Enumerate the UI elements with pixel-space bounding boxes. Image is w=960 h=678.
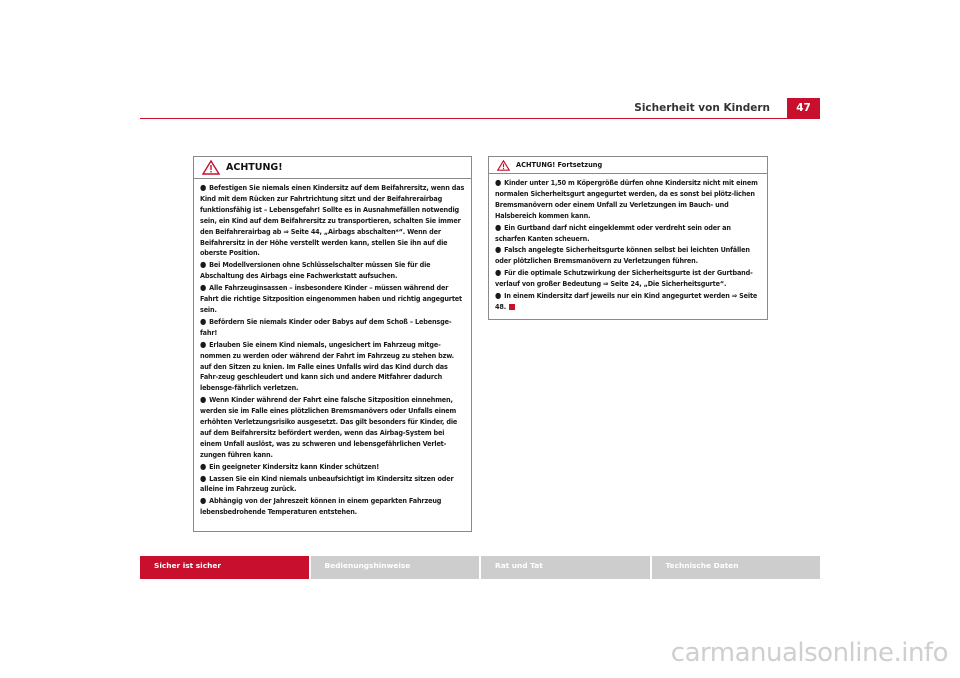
warning-box-header (194, 157, 471, 179)
tab-technische-daten[interactable]: Technische Daten (652, 556, 821, 579)
tab-sicher-ist-sicher[interactable]: Sicher ist sicher (140, 556, 309, 579)
tab-bedienungshinweise[interactable]: Bedienungshinweise (311, 556, 480, 579)
chapter-title: Sicherheit von Kindern (634, 102, 770, 114)
bullet-icon: ● (200, 316, 207, 326)
tab-rat-und-tat[interactable]: Rat und Tat (481, 556, 650, 579)
warning-item: ● Ein geeigneter Kindersitz kann Kinder schützen! (200, 461, 380, 471)
bullet-icon: ● (495, 291, 502, 301)
warning-item: ● In einem Kindersitz darf jeweils nur ein Kind angegurtet werden ⇒ Seite 48. (495, 291, 758, 311)
warning-list (194, 179, 471, 518)
bullet-icon: ● (495, 178, 502, 187)
bullet-icon: ● (200, 395, 207, 405)
warning-item: ● Befestigen Sie niemals einen Kindersitz auf dem Beifahrersitz, wenn das Kind mit dem Rücken zur Fahrtrichtung sitzt und der Beifahrerairbag funktionsfähig ist – Lebensgefahr! Sollte es in Ausnahmefällen notwendig sein, ein Kind auf dem Beifahrersitz zu transportieren, schalten Sie immer den Beifahrerairbag ab ⇒ Seite 44, „Airbags abschalten*“. Wenn der Beifahrersitz in der Höhe verstellt werden kann, stellen Sie ihn auf die oberste Position. (200, 183, 465, 258)
warning-item: ● Abhängig von der Jahreszeit können in einem geparkten Fahrzeug lebensbedrohende Temperaturen entstehen. (200, 496, 442, 517)
bullet-icon: ● (200, 183, 207, 192)
warning-item: ● Bei Modellversionen ohne Schlüsselschalter müssen Sie für die Abschaltung des Airbags eine Fachwerkstatt aufsuchen. (200, 260, 431, 281)
warning-continuation-box (488, 156, 768, 320)
warning-item: ● Ein Gurtband darf nicht eingeklemmt oder verdreht sein oder an scharfen Kanten scheuern. (495, 222, 731, 243)
bullet-icon: ● (200, 260, 207, 270)
header-divider (140, 118, 820, 119)
bullet-icon: ● (200, 283, 207, 293)
footer-nav (140, 556, 820, 579)
warning-item: ● Falsch angelegte Sicherheitsgurte können selbst bei leichten Unfällen oder plötzlichen Bremsmanövern zu Verletzungen führen. (495, 245, 750, 266)
bullet-icon: ● (200, 473, 207, 483)
bullet-icon: ● (495, 245, 502, 255)
warning-triangle-icon (202, 160, 220, 175)
warning-item: ● Für die optimale Schutzwirkung der Sicherheitsgurte ist der Gurtband-verlauf von großer Bedeutung ⇒ Seite 24, „Die Sicherheitsgurte“. (495, 268, 753, 289)
bullet-icon: ● (495, 222, 502, 232)
warning-item: ● Wenn Kinder während der Fahrt eine falsche Sitzposition einnehmen, werden sie im Falle eines plötzlichen Bremsmanövers oder Unfalls einem erhöhten Verletzungsrisiko ausgesetzt. Das gilt besonders für Kinder, die auf dem Beifahrersitz befördert werden, wenn das Airbag-System bei einem Unfall auslöst, was zu schweren und lebensgefährlichen Verlet-zungen führen kann. (200, 395, 458, 459)
bullet-icon: ● (495, 268, 502, 278)
warning-title: ACHTUNG! (226, 162, 283, 173)
bullet-icon: ● (200, 496, 207, 506)
warning-continuation-title: ACHTUNG! Fortsetzung (516, 161, 603, 169)
warning-continuation-header (489, 157, 767, 174)
warning-item: ● Alle Fahrzeuginsassen – insbesondere Kinder – müssen während der Fahrt die richtige Sitzposition eingenommen haben und richtig angegurtet sein. (200, 283, 462, 314)
warning-box (193, 156, 472, 532)
warning-triangle-icon (497, 160, 510, 171)
warning-item: ● Erlauben Sie einem Kind niemals, ungesichert im Fahrzeug mitge-nommen zu werden oder während der Fahrt im Fahrzeug zu stehen bzw. auf den Sitzen zu knien. Im Falle eines Unfalls wird das Kind durch das Fahr-zeug geschleudert und kann sich und andere Mitfahrer dadurch lebensge-fährlich verletzen. (200, 339, 454, 393)
warning-continuation-list (489, 174, 767, 313)
warning-item: ● Kinder unter 1,50 m Köpergröße dürfen ohne Kindersitz nicht mit einem normalen Sicherheitsgurt angegurtet werden, da es sonst bei plötz-lichen Bremsmanövern oder einem Unfall zu Verletzungen im Bauch- und Halsbereich kommen kann. (495, 178, 758, 220)
bullet-icon: ● (200, 461, 207, 471)
page-number: 47 (787, 98, 820, 118)
warning-item: ● Lassen Sie ein Kind niemals unbeaufsichtigt im Kindersitz sitzen oder alleine im Fahrzeug zurück. (200, 473, 454, 494)
end-of-section-icon (509, 304, 515, 310)
warning-item: ● Befördern Sie niemals Kinder oder Babys auf dem Schoß – Lebensge-fahr! (200, 316, 452, 337)
watermark: carmanualsonline.info (670, 638, 948, 668)
bullet-icon: ● (200, 339, 207, 349)
